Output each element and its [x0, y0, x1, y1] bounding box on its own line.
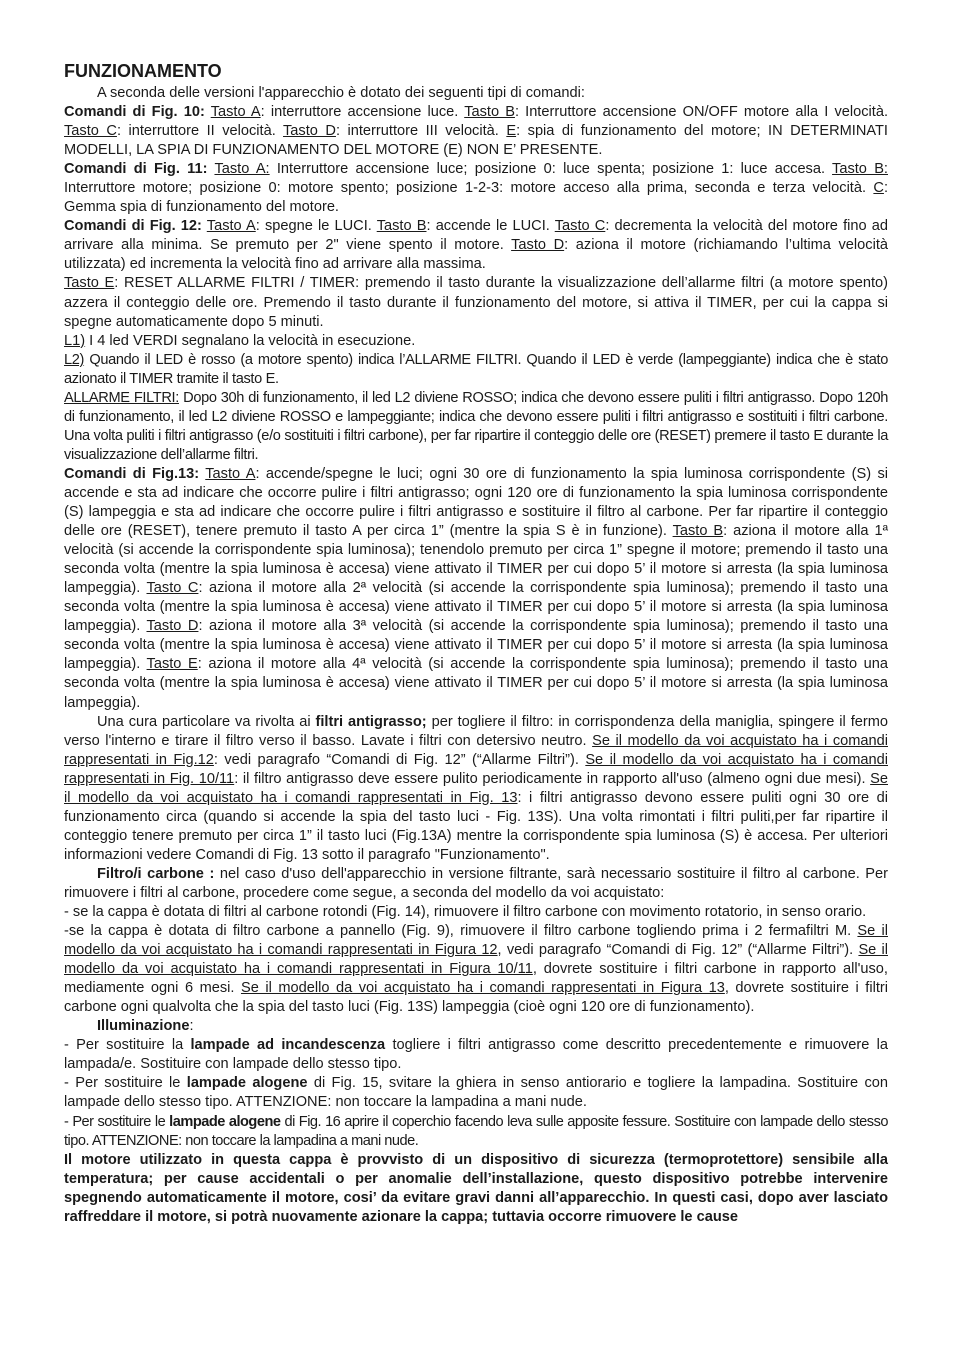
- text-run: :: [189, 1018, 194, 1035]
- underlined-text: Tasto E: [146, 656, 198, 673]
- underlined-text: Tasto E: [64, 275, 115, 292]
- paragraph: [64, 1017, 888, 1036]
- text-run: : interruttore accensione luce.: [260, 104, 465, 121]
- text-run: : aziona il motore alla 3ª velocità (si accende la corrispondente spia luminosa); premendo il tasto una seconda volta (mentre la spia luminosa è accesa) viene attivato il TIMER per cui dopo 5’ il motore si arresta (la spia luminosa lampeggia).: [64, 618, 888, 673]
- text-run: di Fig. 16 aprire il coperchio facendo leva sulle apposite fessure. Sostituire con lampade dello stesso tipo. ATTENZIONE: non toccare la lampadina a mani nude.: [64, 1113, 889, 1149]
- page-title: FUNZIONAMENTO: [64, 61, 222, 81]
- text-run: - Per sostituire le: [64, 1075, 187, 1092]
- paragraph: [64, 922, 888, 1017]
- text-run: : accende le LUCI.: [426, 218, 555, 235]
- underlined-text: C: [873, 180, 884, 197]
- text-run: di Fig. 15, svitare la ghiera in senso antiorario e togliere la lampadina. Sostituire con lampade dello stesso tipo. ATTENZIONE: non toccare la lampadina a mani nude.: [64, 1075, 888, 1111]
- text-run: : interruttore III velocità.: [335, 123, 507, 140]
- text-run: - Per sostituire la: [64, 1037, 191, 1054]
- underlined-text: Se il modello da voi acquistato ha i comandi rappresentati in Fig. 13: [64, 770, 888, 806]
- text-run: Quando il LED è rosso (a motore spento) indica l’ALLARME FILTRI. Quando il LED è verde (lampeggiante) indica che è stato azionato il TIMER tramite il tasto E.: [64, 351, 888, 387]
- underlined-text: Tasto C: [146, 580, 199, 597]
- text-run: : RESET ALLARME FILTRI / TIMER: premendo il tasto durante la visualizzazione dell’allarme filtri (a motore spento) azzera il conteggio delle ore. Premendo il tasto durante il funzionamento del motore, si attiva il TIMER, per cui la cappa si spegne automaticamente dopo 5 minuti.: [64, 275, 889, 330]
- paragraph: [64, 865, 888, 903]
- underlined-text: Se il modello da voi acquistato ha i comandi rappresentati in Fig.12: [64, 732, 888, 768]
- underlined-text: Tasto C: [554, 218, 606, 235]
- bold-text: Filtro/i carbone :: [97, 865, 215, 882]
- text-run: : decrementa la velocità del motore fino ad arrivare alla minima. Se premuto per 2" viene spento il motore.: [64, 218, 888, 254]
- underlined-text: Se il modello da voi acquistato ha i comandi rappresentati in Figura 13: [240, 980, 725, 997]
- text-run: : aziona il motore (richiamando l’ultima velocità utilizzata) ed incrementa la velocità fino ad arrivare alla massima.: [64, 237, 888, 273]
- underlined-text: Tasto A: [206, 218, 256, 235]
- underlined-text: ALLARME FILTRI:: [64, 389, 179, 406]
- text-run: I 4 led VERDI segnalano la velocità in esecuzione.: [85, 332, 416, 349]
- underlined-text: Tasto D: [511, 237, 565, 254]
- bold-text: Comandi di Fig. 12:: [64, 218, 202, 235]
- text-run: : spia di funzionamento del motore; IN DETERMINATI MODELLI, LA SPIA DI FUNZIONAMENTO DEL MOTORE (E) NON E’ PRESENTE.: [64, 123, 888, 159]
- text-run: -se la cappa è dotata di filtro carbone a pannello (Fig. 9), rimuovere il filtro carbone togliendo prima i 2 fermafiltri M.: [64, 923, 858, 940]
- underlined-text: Tasto A: [205, 465, 256, 482]
- paragraph: [64, 103, 888, 160]
- underlined-text: Tasto A: [210, 104, 261, 121]
- underlined-text: Tasto D: [146, 618, 199, 635]
- underlined-text: Tasto B: [376, 218, 427, 235]
- paragraph: [64, 332, 888, 351]
- paragraph: [64, 1113, 888, 1151]
- underlined-text: Tasto B: [464, 104, 515, 121]
- paragraph: [64, 1074, 888, 1112]
- underlined-text: Se il modello da voi acquistato ha i comandi rappresentati in Fig. 10/11: [64, 751, 888, 787]
- paragraph: [64, 903, 888, 922]
- underlined-text: E: [506, 123, 517, 140]
- bold-text: Comandi di Fig. 11:: [64, 161, 208, 178]
- paragraph: [64, 217, 888, 274]
- bold-text: filtri antigrasso;: [315, 713, 427, 730]
- underlined-text: Se il modello da voi acquistato ha i comandi rappresentati in Figura 10/11: [64, 942, 888, 978]
- paragraph: [64, 389, 888, 465]
- bold-text: Illuminazione: [97, 1018, 190, 1035]
- text-run: : aziona il motore alla 1ª velocità (si accende la corrispondente spia luminosa); tenendolo premuto per circa 1” spegne il motore; premendo il tasto una seconda volta (mentre la spia luminosa è accesa) viene attivato il TIMER per cui dopo 5’ il motore si arresta (la spia luminosa lampeggia).: [64, 523, 888, 597]
- bold-text: lampade ad incandescenza: [190, 1037, 386, 1054]
- text-run: : vedi paragrafo “Comandi di Fig. 12” (“Allarme Filtri”).: [213, 751, 586, 768]
- bold-text: lampade alogene: [169, 1113, 281, 1130]
- underlined-text: Tasto A:: [214, 161, 270, 178]
- bold-text: Comandi di Fig.13:: [64, 465, 200, 482]
- paragraph: [64, 84, 888, 103]
- paragraph: [64, 274, 888, 331]
- text-run: : aziona il motore alla 2ª velocità (si accende la corrispondente spia luminosa); premendo il tasto una seconda volta (mentre la spia luminosa è accesa) viene attivato il TIMER per cui dopo 5’ il motore si arresta (la spia luminosa lampeggia).: [64, 580, 888, 635]
- paragraph: [64, 713, 888, 865]
- text-run: - se la cappa è dotata di filtri al carbone rotondi (Fig. 14), rimuovere il filtro carbone con movimento rotatorio, in senso orario.: [64, 904, 867, 921]
- text-run: : spegne le LUCI.: [255, 218, 377, 235]
- paragraph: [64, 351, 888, 389]
- paragraph: [64, 1036, 888, 1074]
- underlined-text: L2): [64, 351, 85, 368]
- underlined-text: Se il modello da voi acquistato ha i comandi rappresentati in Figura 12: [64, 923, 888, 959]
- text-run: per togliere il filtro: in corrispondenza della maniglia, spingere il fermo verso l'interno e tirare il filtro verso il basso. Lavate i filtri con detersivo neutro.: [64, 713, 888, 749]
- paragraph: [64, 1151, 888, 1227]
- text-run: : Interruttore accensione ON/OFF motore alla I velocità.: [514, 104, 888, 121]
- underlined-text: Tasto D: [283, 123, 336, 140]
- text-run: , dovrete sostituire i filtri carbone ogni qualvolta che la spia del tasto luci (Fig. 13S) lampeggia (cioè ogni 120 ore di funzionamento).: [64, 980, 888, 1016]
- text-run: Una cura particolare va rivolta ai: [97, 713, 316, 730]
- underlined-text: Tasto B:: [832, 161, 888, 178]
- text-run: togliere i filtri antigrasso come descritto precedentemente e rimuovere la lampada/e. Sostituire con lampade dello stesso tipo.: [64, 1037, 888, 1073]
- text-run: Interruttore accensione luce; posizione 0: luce spenta; posizione 1: luce accesa.: [269, 161, 833, 178]
- text-run: - Per sostituire le: [64, 1113, 170, 1130]
- text-run: : interruttore II velocità.: [116, 123, 284, 140]
- bold-text: Il motore utilizzato in questa cappa è provvisto di un dispositivo di sicurezza (termoprotettore) sensibile alla temperatura; per cause accidentali o per anomalie dell’installazione, questo dispositivo potrebbe intervenire spegnendo automaticamente il motore, cosi’ da evitare gravi danni all’apparecchio. In questi casi, dopo aver lasciato raffreddare il motore, si potrà nuovamente azionare la cappa; tuttavia occorre rimuovere le cause: [64, 1151, 888, 1225]
- text-run: Dopo 30h di funzionamento, il led L2 diviene ROSSO; indica che devono essere puliti i filtri antigrasso. Dopo 120h di funzionamento, il led L2 diviene ROSSO e lampeggiante; indica che devono essere puliti i filtri antigrasso e sostituiti i filtri carbone. Una volta puliti i filtri antigrasso (e/o sostituiti i filtri carbone), per far ripartire il conteggio delle ore (RESET) premere il tasto E durante la visualizzazione dell’allarme filtri.: [64, 389, 889, 463]
- paragraph: [64, 160, 888, 217]
- text-run: : i filtri antigrasso devono essere puliti ogni 30 ore di funzionamento circa (quando si accende la spia del tasto luci - Fig. 13S). Una volta rimontati i filtri puliti,per far ripartire il conteggio tenere premuto per circa 1” il tasto luci (Fig.13A) mentre la corrispondente spia luminosa (S) è accesa. Per ulteriori informazioni vedere Comandi di Fig. 13 sotto il paragrafo "Funzionamento".: [64, 789, 888, 863]
- text-run: : il filtro antigrasso deve essere pulito periodicamente in rapporto all'uso (almeno ogni due mesi).: [234, 770, 871, 787]
- underlined-text: L1): [64, 332, 86, 349]
- text-run: , vedi paragrafo “Comandi di Fig. 12” (“Allarme Filtri”).: [497, 942, 859, 959]
- text-run: , dovrete sostituire i filtri carbone in rapporto all'uso, mediamente ogni 6 mesi.: [64, 961, 888, 997]
- text-run: nel caso d'uso dell'apparecchio in versione filtrante, sarà necessario sostituire il filtro al carbone. Per rimuovere i filtri al carbone, procedere come segue, a seconda del modello da voi acquistato:: [64, 865, 889, 901]
- bold-text: lampade alogene: [186, 1075, 308, 1092]
- underlined-text: Tasto C: [64, 123, 117, 140]
- text-run: A seconda delle versioni l'apparecchio è dotato dei seguenti tipi di comandi:: [97, 85, 585, 101]
- text-run: : accende/spegne le luci; ogni 30 ore di funzionamento la spia luminosa corrispondente (S) si accende e sta ad indicare che occorre pulire i filtri antigrasso; ogni 120 ore di funzionamento la spia luminosa corrispondente (S) lampeggia e sta ad indicare che occorre pulire i filtri antigrasso e sostituire il filtro al carbone. Per far ripartire il conteggio delle ore (RESET), tenere premuto il tasto A per circa 1” (mentre la spia S è in funzione).: [64, 465, 888, 540]
- text-run: Interruttore motore; posizione 0: motore spento; posizione 1-2-3: motore acceso alla prima, seconda e terza velocità.: [64, 180, 874, 197]
- underlined-text: Tasto B: [672, 523, 724, 540]
- paragraph: [64, 465, 888, 713]
- body-text: [64, 84, 888, 1227]
- text-run: : aziona il motore alla 4ª velocità (si accende la corrispondente spia luminosa); premendo il tasto una seconda volta (mentre la spia luminosa è accesa) viene attivato il TIMER per cui dopo 5’ il motore si arresta (la spia luminosa lampeggia).: [64, 656, 888, 711]
- bold-text: Comandi di Fig. 10:: [64, 104, 205, 121]
- document-page: [64, 60, 888, 1227]
- text-run: : Gemma spia di funzionamento del motore.: [64, 180, 888, 216]
